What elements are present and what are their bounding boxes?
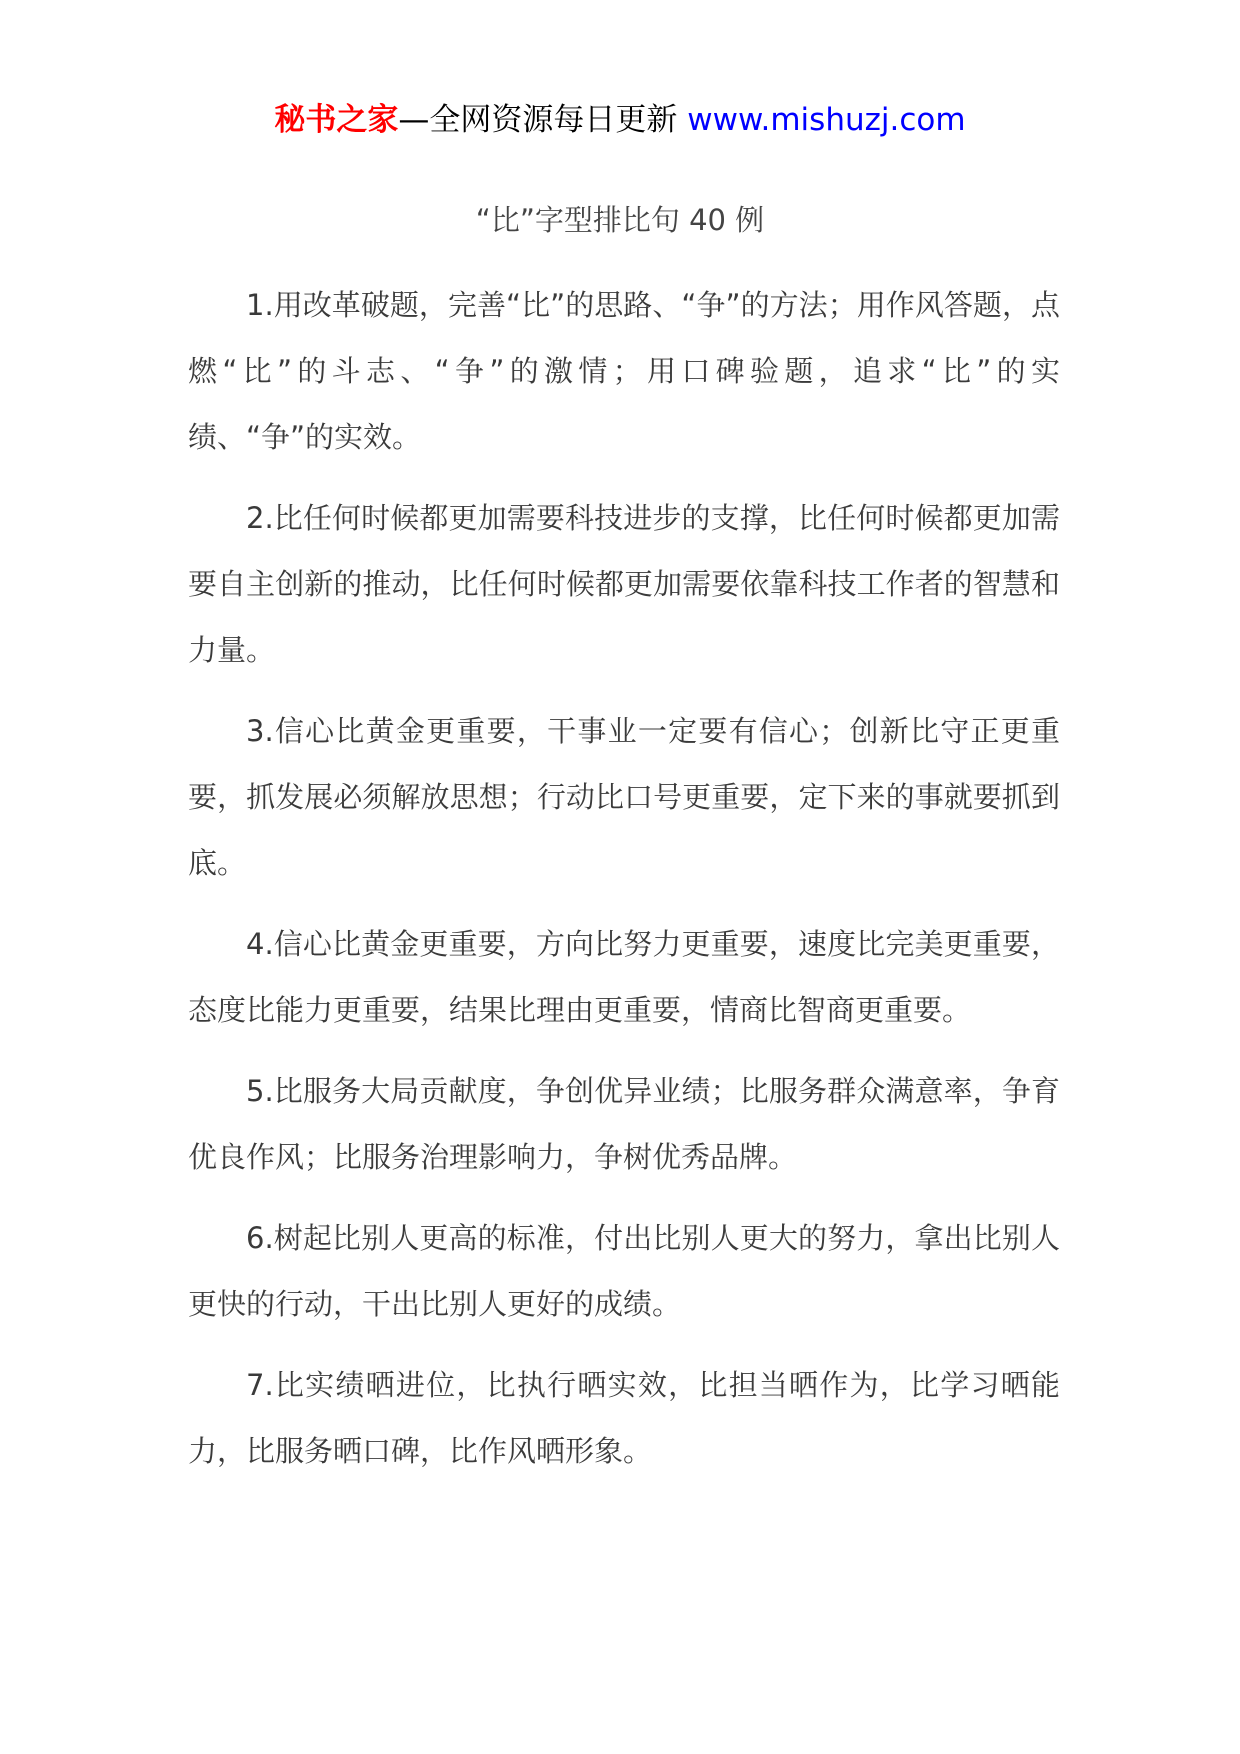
site-brand: 秘书之家 — [274, 102, 399, 138]
paragraph: 3.信心比黄金更重要，干事业一定要有信心；创新比守正更重要，抓发展必须解放思想；行动比口号更重要，定下来的事就要抓到底。 — [188, 714, 1060, 880]
paragraph: 5.比服务大局贡献度，争创优异业绩；比服务群众满意率，争育优良作风；比服务治理影响力，争树优秀品牌。 — [188, 1074, 1060, 1174]
site-header — [0, 100, 1240, 140]
paragraph: 1.用改革破题，完善“比”的思路、“争”的方法；用作风答题，点燃“比”的斗志、“争”的激情；用口碑验题，追求“比”的实绩、“争”的实效。 — [188, 288, 1060, 454]
paragraph: 6.树起比别人更高的标准，付出比别人更大的努力，拿出比别人更快的行动，干出比别人更好的成绩。 — [188, 1221, 1060, 1321]
site-tagline: —全网资源每日更新 — [398, 102, 688, 138]
paragraph: 4.信心比黄金更重要，方向比努力更重要，速度比完美更重要，态度比能力更重要，结果比理由更重要，情商比智商更重要。 — [188, 927, 1060, 1027]
site-url-link[interactable]: www.mishuzj.com — [687, 102, 966, 138]
paragraph: 7.比实绩晒进位，比执行晒实效，比担当晒作为，比学习晒能力，比服务晒口碑，比作风晒形象。 — [188, 1368, 1060, 1468]
paragraph: 2.比任何时候都更加需要科技进步的支撑，比任何时候都更加需要自主创新的推动，比任何时候都更加需要依靠科技工作者的智慧和力量。 — [188, 501, 1060, 667]
document-title: “比”字型排比句 40 例 — [475, 203, 765, 237]
document-body — [188, 272, 1060, 1499]
